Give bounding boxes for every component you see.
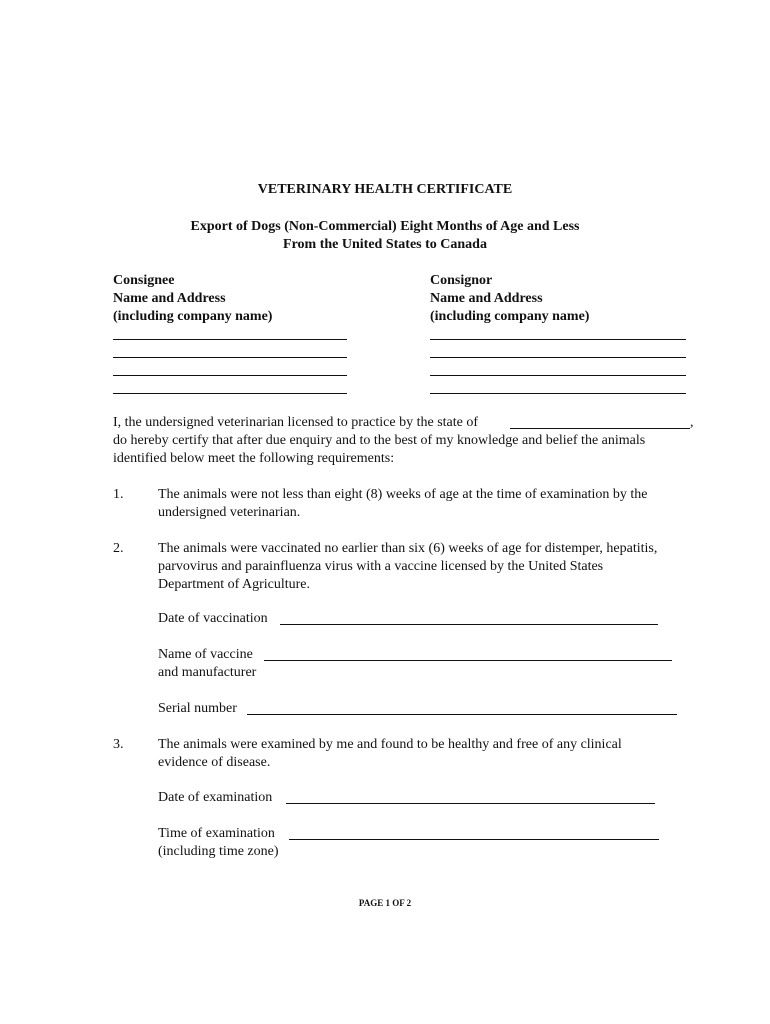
item-1-number: 1. [113, 487, 124, 502]
time-zone-label: (including time zone) [158, 844, 279, 859]
state-field-line[interactable] [510, 428, 690, 429]
consignee-field-line-3[interactable] [113, 375, 347, 376]
date-of-vaccination-field[interactable] [280, 624, 658, 625]
item-2-number: 2. [113, 541, 124, 556]
consignor-name-address-label: Name and Address [430, 291, 543, 306]
consignor-field-line-1[interactable] [430, 339, 686, 340]
certify-line-1-comma: , [690, 415, 694, 430]
manufacturer-label: and manufacturer [158, 665, 257, 680]
consignor-field-line-3[interactable] [430, 375, 686, 376]
item-1-line-1: The animals were not less than eight (8) weeks of age at the time of examination by the [158, 487, 648, 502]
date-of-examination-label: Date of examination [158, 790, 273, 805]
document-title: VETERINARY HEALTH CERTIFICATE [257, 182, 513, 197]
item-1-line-2: undersigned veterinarian. [158, 505, 301, 520]
item-3-line-1: The animals were examined by me and found to be healthy and free of any clinical [158, 737, 622, 752]
consignor-field-line-2[interactable] [430, 357, 686, 358]
name-of-vaccine-label: Name of vaccine [158, 647, 253, 662]
consignee-field-line-1[interactable] [113, 339, 347, 340]
item-2-line-1: The animals were vaccinated no earlier than six (6) weeks of age for distemper, hepatitis, [158, 541, 658, 556]
name-of-vaccine-field[interactable] [264, 660, 672, 661]
consignor-company-label: (including company name) [430, 309, 590, 324]
item-3-line-2: evidence of disease. [158, 755, 271, 770]
certify-line-2: do hereby certify that after due enquiry and to the best of my knowledge and belief the animals [113, 433, 646, 448]
page-number: PAGE 1 OF 2 [358, 898, 412, 908]
consignor-heading: Consignor [430, 273, 493, 288]
time-of-examination-label: Time of examination [158, 826, 275, 841]
document-subtitle-line1: Export of Dogs (Non-Commercial) Eight Months of Age and Less [190, 219, 580, 234]
document-subtitle-line2: From the United States to Canada [283, 237, 487, 252]
certify-line-3: identified below meet the following requirements: [113, 451, 395, 466]
consignee-heading: Consignee [113, 273, 175, 288]
item-2-line-3: Department of Agriculture. [158, 577, 311, 592]
consignee-name-address-label: Name and Address [113, 291, 226, 306]
consignor-field-line-4[interactable] [430, 393, 686, 394]
consignee-field-line-4[interactable] [113, 393, 347, 394]
item-2-line-2: parvovirus and parainfluenza virus with a vaccine licensed by the United States [158, 559, 604, 574]
consignee-field-line-2[interactable] [113, 357, 347, 358]
certify-line-1: I, the undersigned veterinarian licensed to practice by the state of [113, 415, 479, 430]
serial-number-label: Serial number [158, 701, 237, 716]
time-of-examination-field[interactable] [289, 839, 659, 840]
date-of-examination-field[interactable] [286, 803, 655, 804]
consignee-company-label: (including company name) [113, 309, 273, 324]
serial-number-field[interactable] [247, 714, 677, 715]
date-of-vaccination-label: Date of vaccination [158, 611, 268, 626]
item-3-number: 3. [113, 737, 124, 752]
